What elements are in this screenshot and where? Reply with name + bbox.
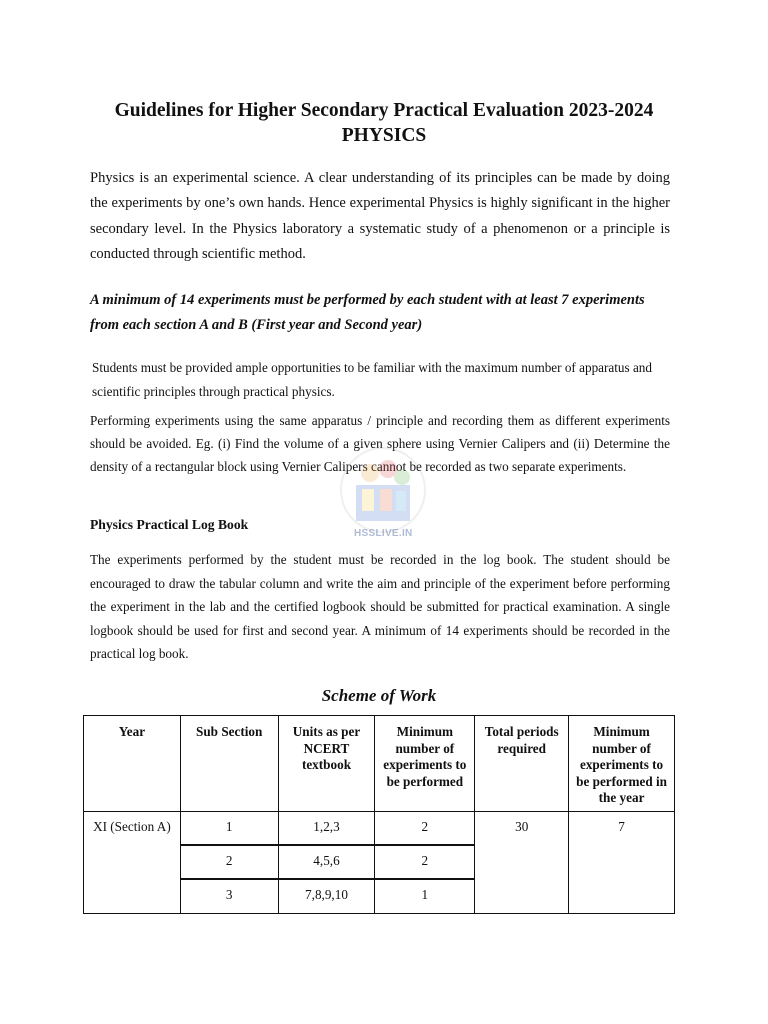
year-cell: XI (Section A) [84,811,181,913]
page-title: Guidelines for Higher Secondary Practical Evaluation 2023-2024 [114,100,654,121]
scheme-of-work-title: Scheme of Work [321,686,437,705]
logbook-paragraph: The experiments performed by the student must be recorded in the log book. The student should be encouraged to draw the tabular column and write the aim and principle of the experiment before performing the experiment in the lab and the certified logbook should be submitted for practical examination. A single logbook should be used for first and second year. A minimum of 14 experiments should be recorded in the practical log book. [90,552,670,661]
units-cell: 4,5,6 [278,845,375,879]
min-in-year-cell: 7 [569,811,675,913]
units-cell: 1,2,3 [278,811,375,845]
units-cell: 7,8,9,10 [278,879,375,913]
min-experiments-cell: 1 [375,879,475,913]
min-experiments-cell: 2 [375,845,475,879]
watermark-text: HSSLIVE.IN [354,528,413,539]
header-units: Units as per NCERT textbook [278,716,375,812]
table-header-row [84,716,675,812]
sub-section-cell: 1 [180,811,278,845]
opportunities-paragraph: Students must be provided ample opportunities to be familiar with the maximum number of apparatus and scientific principles through practical physics. [92,360,652,399]
sub-section-cell: 2 [180,845,278,879]
sub-section-cell: 3 [180,879,278,913]
same-apparatus-paragraph: Performing experiments using the same apparatus / principle and recording them as different experiments should be avoided. Eg. (i) Find the volume of a given sphere using Vernier Calipers and (ii) Determine the density of a rectangular block using Vernier Calipers cannot be recorded as two separate experiments. [90,413,670,474]
header-min-in-year: Minimum number of experiments to be performed in the year [569,716,675,812]
minimum-experiments-note: A minimum of 14 experiments must be performed by each student with at least 7 experiments from each section A and B (First year and Second year) [90,292,645,333]
table-row [84,811,675,845]
header-year: Year [84,716,181,812]
logbook-heading: Physics Practical Log Book [90,517,249,532]
header-sub-section: Sub Section [180,716,278,812]
subject-title: PHYSICS [341,125,427,146]
total-periods-cell: 30 [475,811,569,913]
min-experiments-cell: 2 [375,811,475,845]
intro-paragraph: Physics is an experimental science. A clear understanding of its principles can be made by doing the experiments by one’s own hands. Hence experimental Physics is highly significant in the higher secondary level. In the Physics laboratory a systematic study of a phenomenon or a principle is conducted through scientific method. [90,170,670,262]
header-min-experiments: Minimum number of experiments to be performed [375,716,475,812]
header-total-periods: Total periods required [475,716,569,812]
scheme-of-work-table [83,715,675,914]
